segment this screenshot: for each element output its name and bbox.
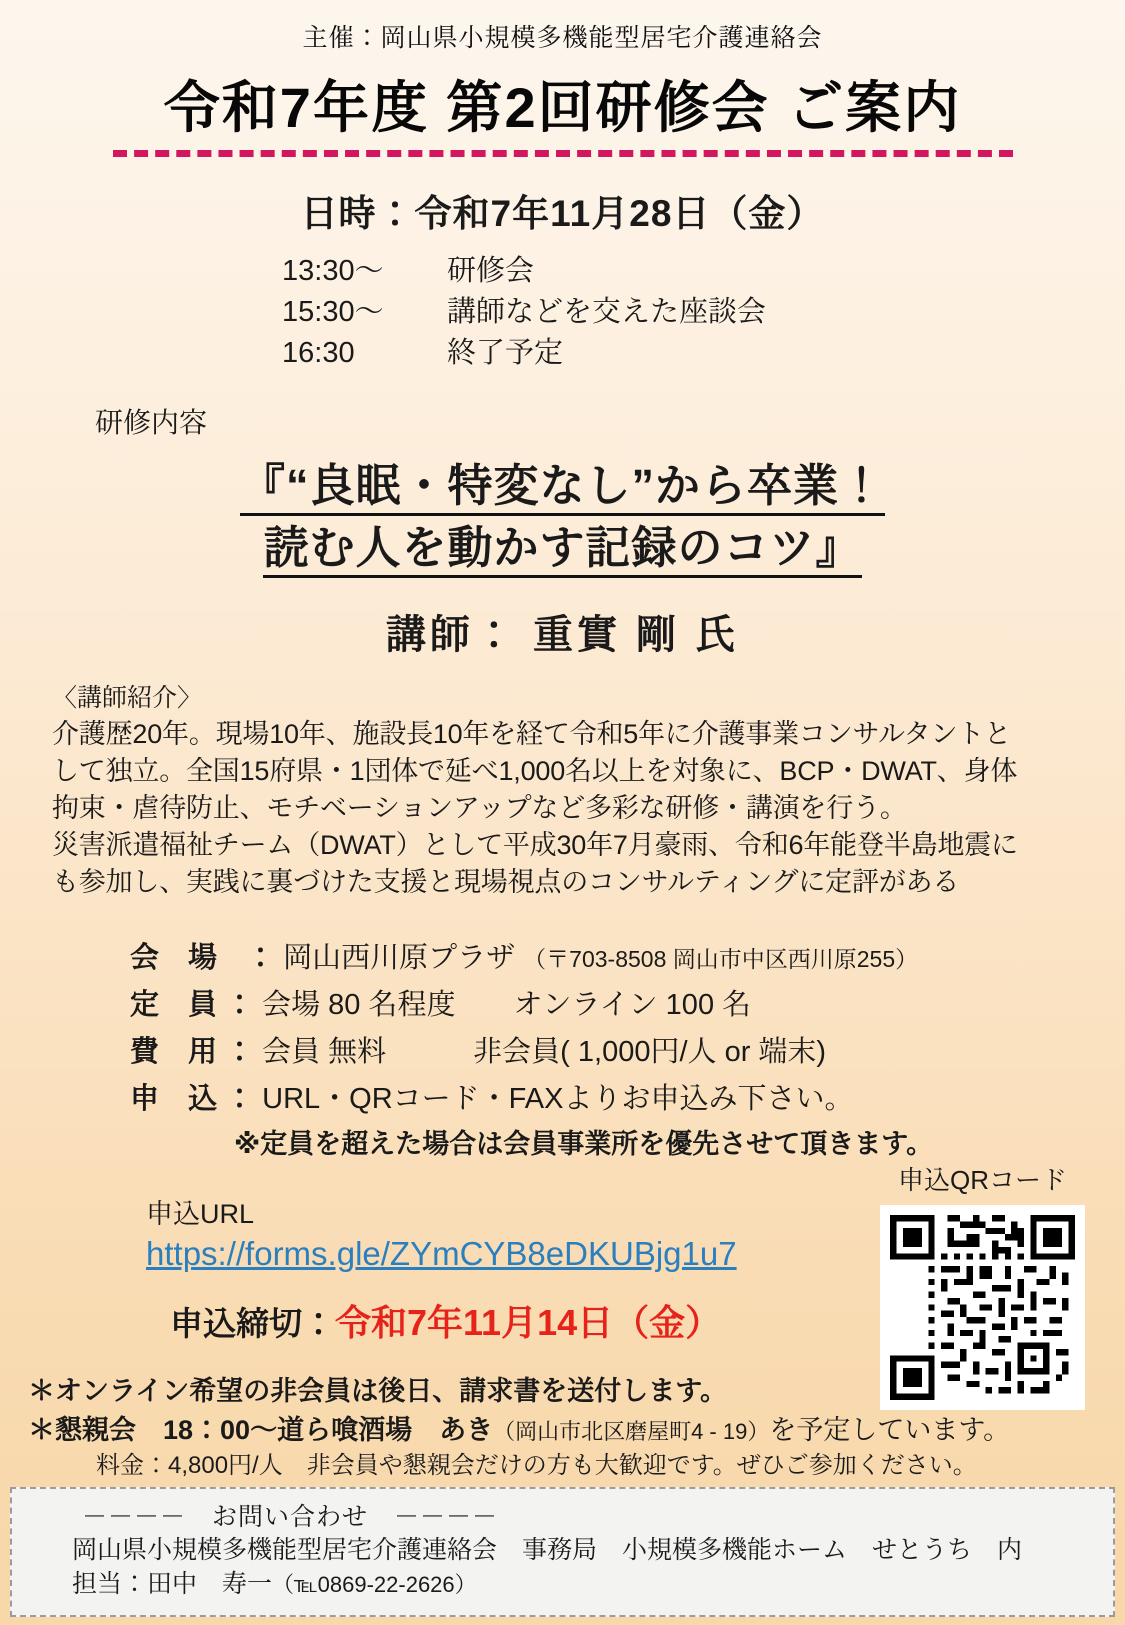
apply-deadline-label: 申込締切： — [170, 1305, 335, 1343]
detail-venue-label: 会 場 ： — [130, 941, 276, 974]
training-theme — [0, 455, 1125, 579]
detail-apply-note: ※定員を超えた場合は会員事業所を優先させて頂きます。 — [234, 1128, 934, 1159]
schedule-desc: 研修会 — [447, 255, 535, 287]
event-schedule — [282, 251, 1125, 375]
bio-title: 〈講師紹介〉 — [52, 683, 203, 712]
qr-label: 申込QRコード — [897, 1165, 1067, 1195]
schedule-time: 15:30～ — [282, 296, 384, 329]
detail-capacity — [130, 982, 1125, 1029]
detail-venue-address: （〒703-8508 岡山市中区西川原255） — [523, 945, 919, 972]
contact-box — [10, 1487, 1115, 1618]
bio-line: 拘束・虐待防止、モチベーションアップなど多彩な研修・講演を行う。 — [52, 792, 907, 823]
theme-line-1: 『“良眠・特変なし”から卒業！ — [240, 460, 885, 516]
detail-fee-label: 費 用 ： — [130, 1035, 255, 1068]
bio-line: 災害派遣福祉チーム（DWAT）として平成30年7月豪雨、令和6年能登半島地震に — [52, 829, 1018, 860]
schedule-row — [282, 292, 1125, 333]
apply-url-label: 申込URL — [146, 1199, 255, 1230]
schedule-time: 13:30～ — [282, 255, 384, 287]
footnote-social-address: （岡山市北区磨屋町4 - 19） — [493, 1418, 770, 1444]
detail-fee — [130, 1029, 1125, 1076]
detail-capacity-label: 定 員 ： — [130, 988, 255, 1021]
contact-heading: －－－－ お問い合わせ －－－－ — [82, 1502, 499, 1531]
detail-capacity-value: 会場 80 名程度 オンライン 100 名 — [262, 988, 752, 1021]
detail-apply-value: URL・QRコード・FAXよりお申込み下さい。 — [262, 1082, 854, 1115]
detail-apply — [130, 1076, 1125, 1123]
schedule-row — [282, 251, 1125, 292]
schedule-row — [282, 333, 1125, 374]
detail-fee-value: 会員 無料 非会員( 1,000円/人 or 端末) — [262, 1035, 827, 1068]
detail-venue-value: 岡山西川原プラザ — [283, 941, 516, 974]
bio-line: も参加し、実践に裏づけた支援と現場視点のコンサルティングに定評がある — [52, 866, 960, 897]
host-organization: 主催：岡山県小規模多機能型居宅介護連絡会 — [302, 24, 823, 52]
event-details — [130, 935, 1125, 1167]
qr-section — [880, 1160, 1085, 1410]
contact-organization: 岡山県小規模多機能型居宅介護連絡会 事務局 小規模多機能ホーム せとうち 内 — [72, 1536, 1023, 1564]
event-datetime: 日時：令和7年11月28日（金） — [300, 193, 825, 234]
qr-code-icon[interactable] — [880, 1205, 1085, 1410]
detail-venue — [130, 935, 1125, 982]
bio-text — [52, 716, 1073, 901]
schedule-time: 16:30 — [282, 337, 355, 370]
title-divider — [113, 150, 1013, 157]
bio-line: して独立。全国15府県・1団体で延べ1,000名以上を対象に、BCP・DWAT、身体 — [52, 755, 1018, 786]
apply-deadline-value: 令和7年11月14日（金） — [335, 1302, 722, 1344]
contact-person: 担当：田中 寿一 — [72, 1569, 273, 1598]
footnote-social-fee: 料金：4,800円/人 非会員や懇親会だけの方も大歓迎です。ぜひご参加ください。 — [96, 1451, 977, 1479]
detail-apply-label: 申 込 ： — [130, 1082, 255, 1115]
apply-url-link[interactable]: https://forms.gle/ZYmCYB8eDKUBjg1u7 — [146, 1235, 737, 1273]
schedule-desc: 講師などを交えた座談会 — [447, 296, 767, 329]
contact-person-row — [72, 1568, 1113, 1602]
lecturer-name: 講師： 重實 剛 氏 — [385, 612, 740, 657]
contact-tel: （℡0869-22-2626） — [272, 1571, 477, 1597]
page-title: 令和7年度 第2回研修会 ご案内 — [163, 76, 962, 139]
schedule-desc: 終了予定 — [447, 337, 564, 370]
footnote-online: ＊オンライン希望の非会員は後日、請求書を送付します。 — [28, 1376, 728, 1407]
training-content-label: 研修内容 — [95, 406, 208, 438]
footnote-social-main: ＊懇親会 18：00～道ら喰酒場 あき — [28, 1414, 494, 1445]
theme-line-2: 読む人を動かす記録のコツ』 — [263, 522, 861, 578]
footnote-social-tail: を予定しています。 — [769, 1414, 1011, 1445]
bio-line: 介護歴20年。現場10年、施設長10年を経て令和5年に介護事業コンサルタントと — [52, 718, 1011, 749]
footnote-social — [28, 1411, 1125, 1449]
